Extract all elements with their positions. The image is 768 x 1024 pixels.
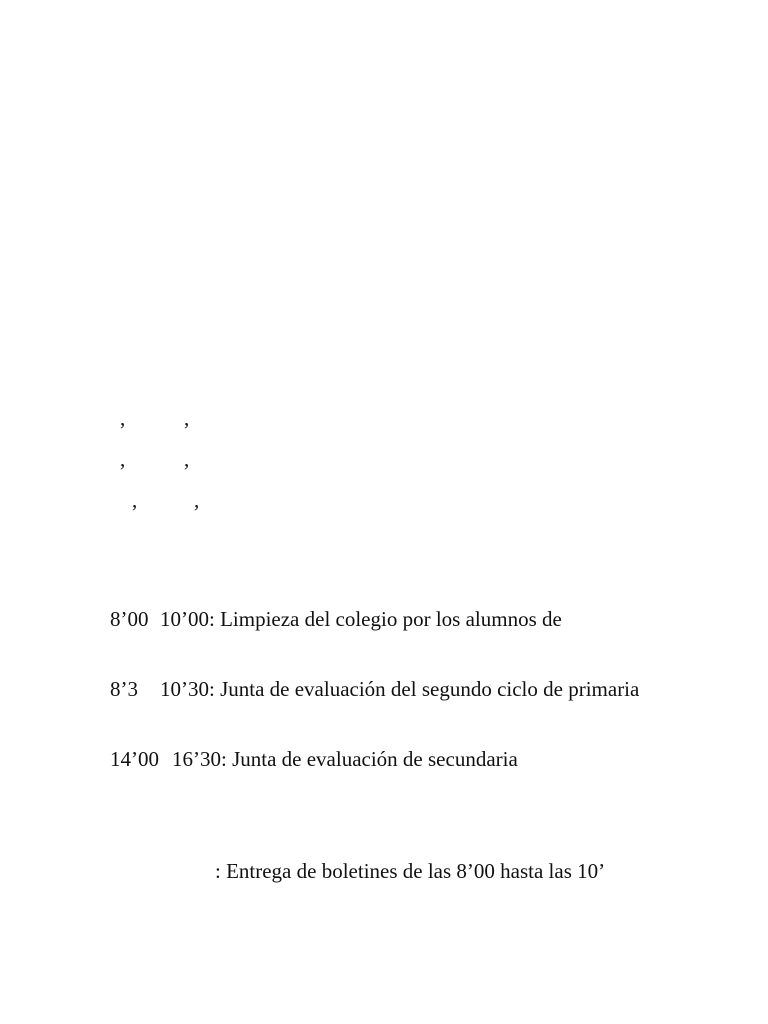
schedule-start-time: 8’3 <box>110 677 138 701</box>
comma-mark: , <box>184 447 190 471</box>
report-card-note: : Entrega de boletines de las 8’00 hasta las 10’ <box>215 859 606 883</box>
comma-mark: , <box>184 406 190 430</box>
comma-mark: , <box>120 406 126 430</box>
comma-mark: , <box>120 447 126 471</box>
schedule-start-time: 8’00 <box>110 607 149 631</box>
comma-mark: , <box>132 488 138 512</box>
schedule-entry: 10’30: Junta de evaluación del segundo ciclo de primaria <box>160 677 640 701</box>
comma-mark: , <box>194 488 200 512</box>
schedule-start-time: 14’00 <box>110 747 159 771</box>
schedule-entry: 10’00: Limpieza del colegio por los alumnos de <box>160 607 562 631</box>
schedule-entry: 16’30: Junta de evaluación de secundaria <box>172 747 518 771</box>
